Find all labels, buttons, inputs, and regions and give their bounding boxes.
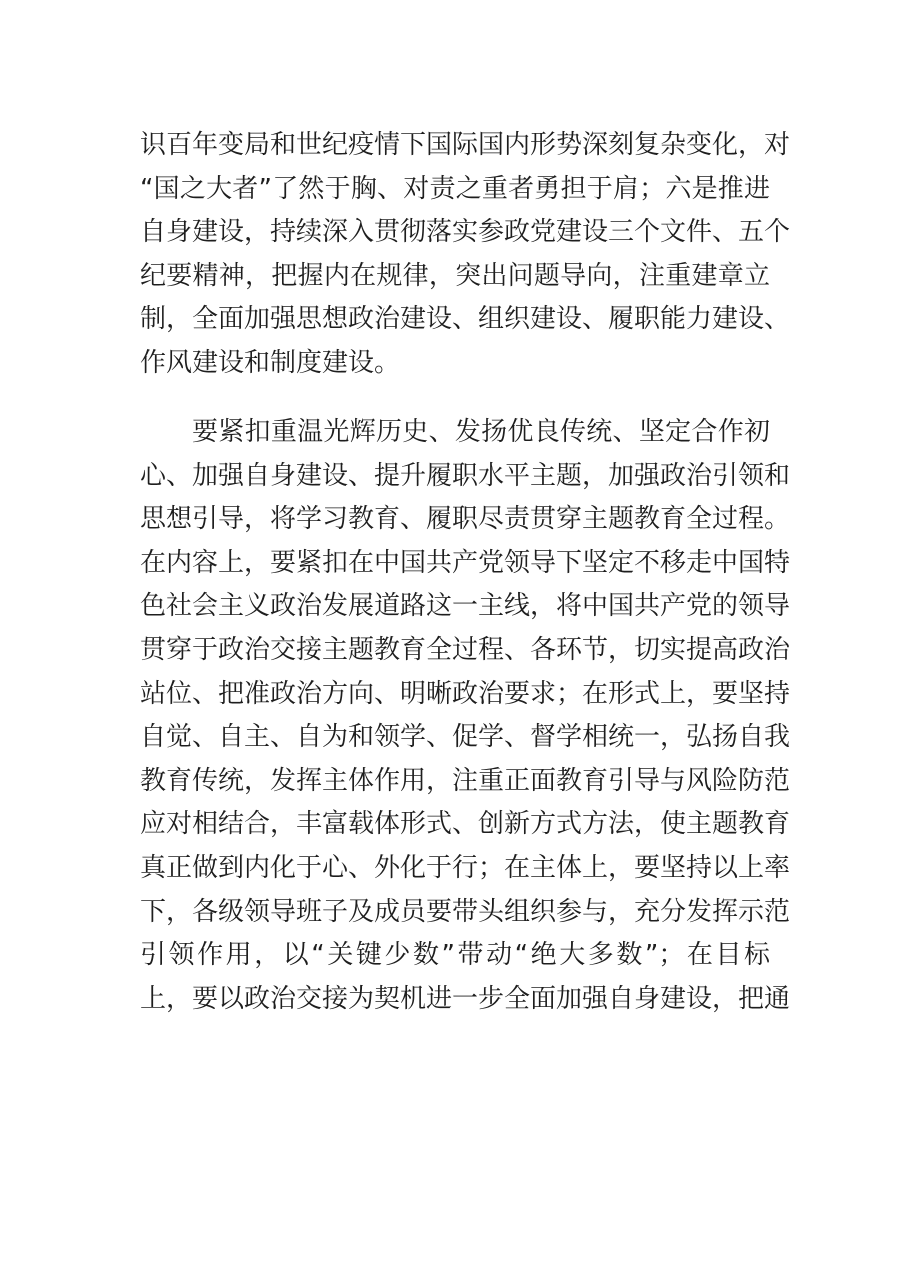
text-line: 自觉、自主、自为和领学、促学、督学相统一，弘扬自我 <box>140 722 791 753</box>
paragraph-2 <box>140 411 791 1021</box>
text-line: 思想引导，将学习教育、履职尽责贯穿主题教育全过程。 <box>140 504 791 535</box>
text-line: 下，各级领导班子及成员要带头组织参与，充分发挥示范 <box>140 896 791 927</box>
text-line: “国之大者”了然于胸、对责之重者勇担于肩；六是推进 <box>140 173 770 204</box>
text-line: 纪要精神，把握内在规律，突出问题导向，注重建章立 <box>140 260 770 291</box>
text-line: 站位、把准政治方向、明晰政治要求；在形式上，要坚持 <box>140 678 791 709</box>
text-line: 教育传统，发挥主体作用，注重正面教育引导与风险防范 <box>140 765 791 796</box>
text-line: 识百年变局和世纪疫情下国际国内形势深刻复杂变化，对 <box>140 130 791 160</box>
paragraph-1 <box>140 124 791 386</box>
text-line: 上，要以政治交接为契机进一步全面加强自身建设，把通 <box>140 983 791 1014</box>
text-line: 制，全面加强思想政治建设、组织建设、履职能力建设、 <box>140 304 791 335</box>
text-line: 真正做到内化于心、外化于行；在主体上，要坚持以上率 <box>140 852 791 883</box>
text-line: 应对相结合，丰富载体形式、创新方式方法，使主题教育 <box>140 809 791 840</box>
text-line: 贯穿于政治交接主题教育全过程、各环节，切实提高政治 <box>140 634 791 665</box>
text-line: 作风建设和制度建设。 <box>140 347 401 378</box>
text-line: 心、加强自身建设、提升履职水平主题，加强政治引领和 <box>140 460 791 491</box>
text-line: 色社会主义政治发展道路这一主线，将中国共产党的领导 <box>140 591 791 622</box>
text-line: 自身建设，持续深入贯彻落实参政党建设三个文件、五个 <box>140 217 791 248</box>
text-line: 引领作用，以“关键少数”带动“绝大多数”；在目标 <box>140 940 770 971</box>
text-line: 在内容上，要紧扣在中国共产党领导下坚定不移走中国特 <box>140 547 791 578</box>
text-line: 要紧扣重温光辉历史、发扬优良传统、坚定合作初 <box>192 417 770 447</box>
